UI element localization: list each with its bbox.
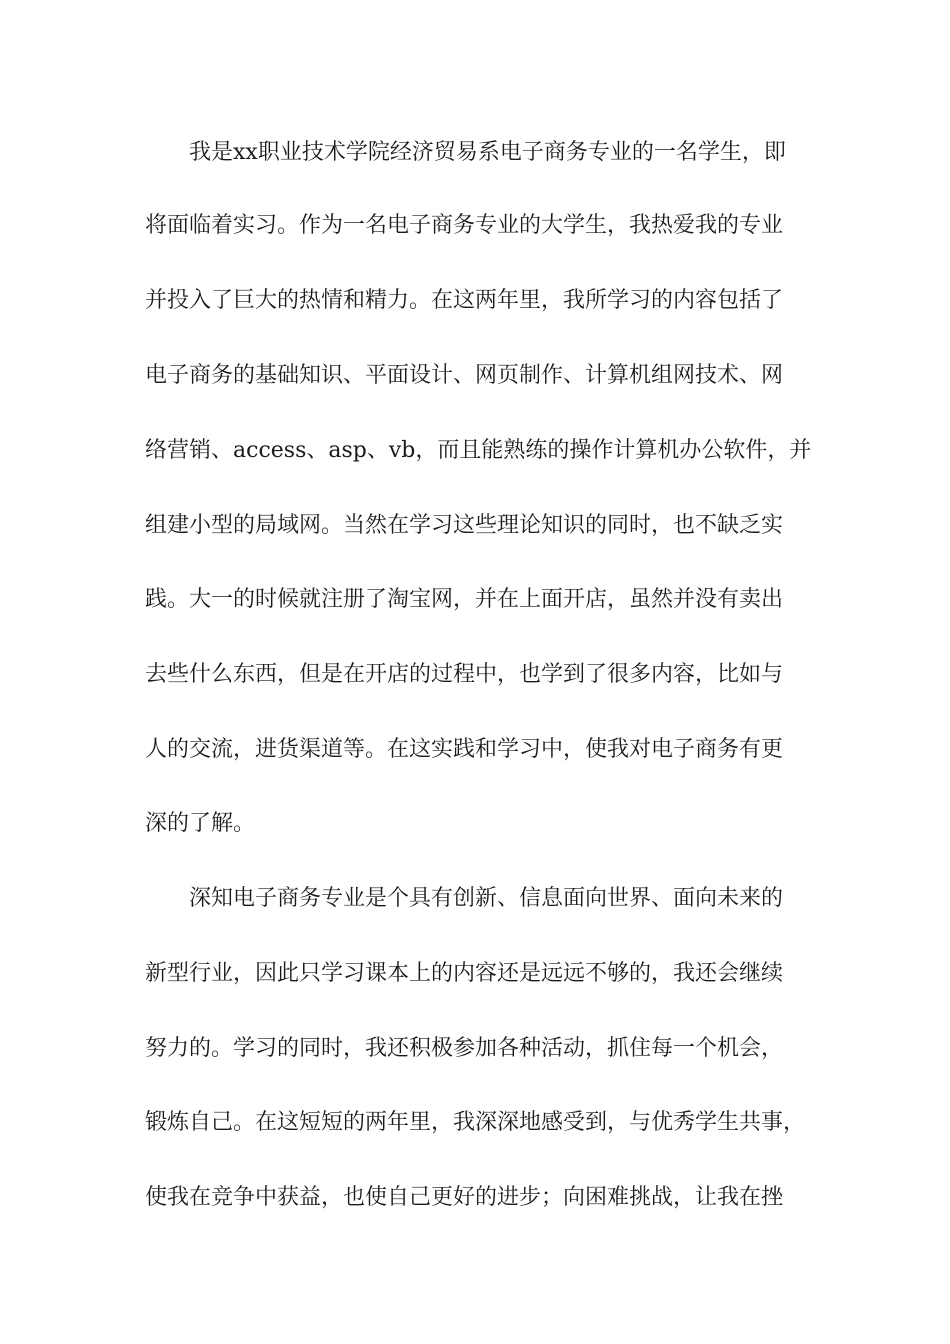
paragraph-1-line-4: 电子商务的基础知识、平面设计、网页制作、计算机组网技术、网 [145,363,784,388]
paragraph-2-line-2: 新型行业，因此只学习课本上的内容还是远远不够的，我还会继续 [145,961,784,986]
paragraph-1-line-8: 去些什么东西，但是在开店的过程中，也学到了很多内容，比如与 [145,662,784,687]
paragraph-2-line-3: 努力的。学习的同时，我还积极参加各种活动，抓住每一个机会， [145,1036,784,1061]
paragraph-2-line-4: 锻炼自己。在这短短的两年里，我深深地感受到，与优秀学生共事， [145,1110,806,1135]
paragraph-2-line-5: 使我在竞争中获益，也使自己更好的进步；向困难挑战，让我在挫 [145,1185,784,1210]
paragraph-1-line-3: 并投入了巨大的热情和精力。在这两年里，我所学习的内容包括了 [145,288,784,313]
paragraph-1-line-9: 人的交流，进货渠道等。在这实践和学习中，使我对电子商务有更 [145,737,784,762]
paragraph-1-line-10: 深的了解。 [145,811,256,836]
paragraph-1-line-6: 组建小型的局域网。当然在学习这些理论知识的同时，也不缺乏实 [145,513,784,538]
paragraph-1-line-5: 络营销、access、asp、vb，而且能熟练的操作计算机办公软件，并 [145,438,812,463]
paragraph-2-line-1: 深知电子商务专业是个具有创新、信息面向世界、面向未来的 [189,886,784,911]
paragraph-1-line-1: 我是xx职业技术学院经济贸易系电子商务专业的一名学生，即 [189,140,786,165]
paragraph-1-line-2: 将面临着实习。作为一名电子商务专业的大学生，我热爱我的专业 [145,213,784,238]
paragraph-1-line-7: 践。大一的时候就注册了淘宝网，并在上面开店，虽然并没有卖出 [145,587,784,612]
